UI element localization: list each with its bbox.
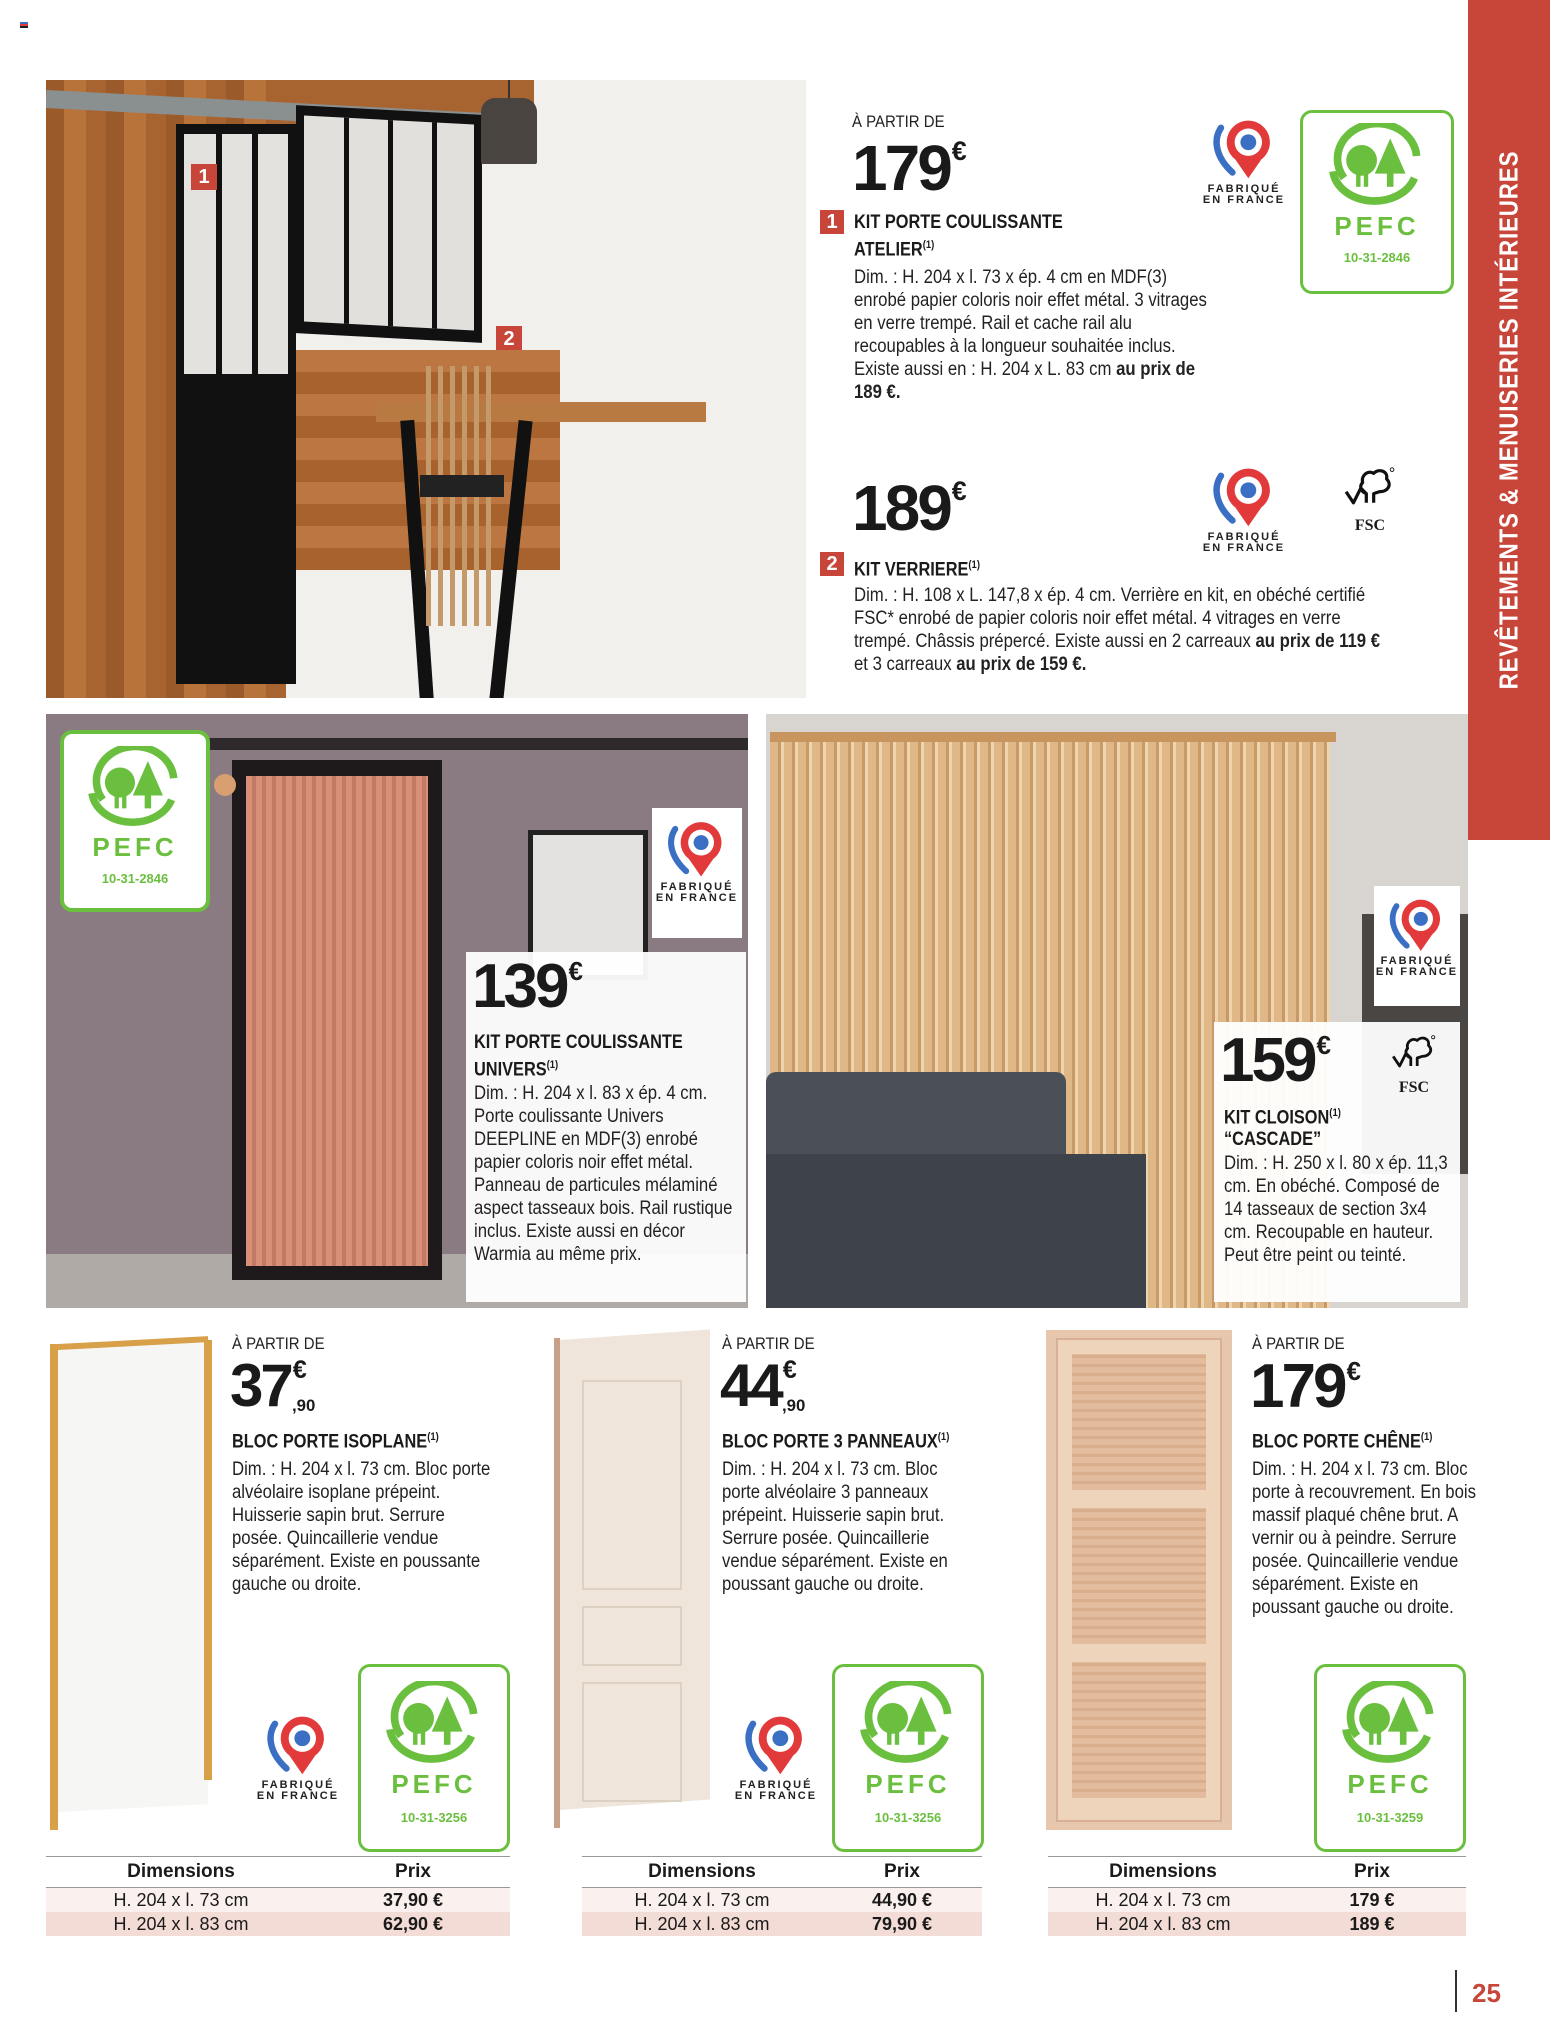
pefc-logo: PEFC 10-31-2846 — [60, 730, 210, 912]
table-row: H. 204 x l. 83 cm 79,90 € — [582, 1912, 982, 1936]
desc-isoplane: Dim. : H. 204 x l. 73 cm. Bloc porte alvéolaire isoplane prépeint. Huisserie sapin brut. Serrure posée. Quincaillerie vendue séparément. Existe en poussante gauche ou droite. — [232, 1459, 491, 1595]
table-row: H. 204 x l. 83 cm 62,90 € — [46, 1912, 510, 1936]
pefc-trees-icon — [853, 1681, 963, 1769]
hero-photo — [46, 80, 806, 698]
barn-rail — [176, 738, 748, 750]
slat-partition-top — [770, 732, 1336, 742]
price-3-panneaux: 44€ ,90 — [720, 1352, 806, 1419]
fabrique-en-france-logo: FABRIQUÉ EN FRANCE — [1196, 460, 1292, 554]
pefc-logo: PEFC 10-31-2846 — [1300, 110, 1454, 294]
title-univers: KIT PORTE COULISSANTE UNIVERS$^{(1)}$ — [474, 1032, 683, 1081]
table-header: Dimensions Prix — [46, 1856, 510, 1888]
price-cascade: 159€ — [1220, 1026, 1331, 1095]
france-pin-icon — [740, 1708, 812, 1780]
france-pin-icon — [262, 1708, 334, 1780]
table-header: Dimensions Prix — [582, 1856, 982, 1888]
floor-lamp — [214, 774, 236, 796]
fabrique-en-france-logo: FABRIQUÉ EN FRANCE — [652, 808, 742, 938]
pefc-trees-icon — [379, 1681, 489, 1769]
title-atelier: KIT PORTE COULISSANTE ATELIER$^{(1)}$ — [854, 212, 1063, 261]
pendant-lamp-shade — [481, 98, 537, 164]
price-isoplane: 37€ ,90 — [230, 1352, 316, 1419]
door-image-chene — [1046, 1330, 1232, 1830]
price-verriere: 189€ — [852, 472, 967, 544]
price-univers: 139€ — [472, 952, 583, 1021]
title-3-panneaux: BLOC PORTE 3 PANNEAUX$^{(1)}$ — [722, 1431, 950, 1453]
table-row: H. 204 x l. 73 cm 37,90 € — [46, 1888, 510, 1912]
price-table-isoplane — [46, 1856, 510, 1936]
hero-badge-2: 2 — [496, 326, 522, 352]
title-isoplane: BLOC PORTE ISOPLANE$^{(1)}$ — [232, 1431, 439, 1453]
hero-badge-1: 1 — [191, 164, 217, 190]
desc-3-panneaux: Dim. : H. 204 x l. 73 cm. Bloc porte alvéolaire 3 panneaux prépeint. Huisserie sapin brut. Serrure posée. Quincaillerie vendue séparément. Existe en poussant gauche ou droite. — [722, 1459, 948, 1595]
price-atelier: 179€ — [852, 132, 967, 204]
pefc-logo: PEFC 10-31-3256 — [832, 1664, 984, 1852]
table-row: H. 204 x l. 73 cm 44,90 € — [582, 1888, 982, 1912]
desc-verriere: Dim. : H. 108 x L. 147,8 x ép. 4 cm. Verrière en kit, en obéché certifié FSC* enrobé de papier coloris noir effet métal. 4 vitrages en verre trempé. Châssis prépercé. Existe aussi en 2 carreaux au prix de 119 € et 3 carreaux au prix de 159 €. — [854, 585, 1381, 675]
from-label: À PARTIR DE — [852, 112, 945, 131]
title-cascade: KIT CLOISON$^{(1)}$ “CASCADE” — [1224, 1107, 1341, 1151]
from-label: À PARTIR DE — [1252, 1334, 1345, 1353]
desc-cascade: Dim. : H. 250 x l. 80 x ép. 11,3 cm. En obéché. Composé de 14 tasseaux de section 3x4 cm. Recoupable en hauteur. Peut être peint ou teinté. — [1224, 1153, 1448, 1266]
section-tab — [1468, 0, 1550, 840]
product-badge-2: 2 — [820, 552, 844, 576]
table-header: Dimensions Prix — [1048, 1856, 1466, 1888]
pefc-trees-icon — [1322, 123, 1432, 211]
pefc-trees-icon — [81, 746, 189, 832]
desc-atelier: Dim. : H. 204 x l. 73 x ép. 4 cm en MDF(3) enrobé papier coloris noir effet métal. 3 vitrages en verre trempé. Rail et cache rail alu recoupables à la longueur souhaitée inclus. Existe aussi en : H. 204 x L. 83 cm au prix de 189 €. — [854, 267, 1207, 403]
sliding-door-atelier — [176, 124, 296, 684]
france-pin-icon — [1208, 112, 1280, 184]
france-pin-icon — [1385, 892, 1449, 956]
title-chene: BLOC PORTE CHÊNE$^{(1)}$ — [1252, 1431, 1433, 1453]
sofa-seat — [766, 1154, 1146, 1308]
desc-univers: Dim. : H. 204 x l. 83 x ép. 4 cm. Porte coulissante Univers DEEPLINE en MDF(3) enrobé papier coloris noir effet métal. Panneau de particules mélaminé aspect tasseaux bois. Rail rustique inclus. Existe aussi en décor Warmia au même prix. — [474, 1083, 733, 1265]
title-verriere: KIT VERRIERE$^{(1)}$ — [854, 559, 980, 581]
france-pin-icon — [1208, 460, 1280, 532]
product-badge-1: 1 — [820, 210, 844, 234]
pefc-logo: PEFC 10-31-3256 — [358, 1664, 510, 1852]
desc-chene: Dim. : H. 204 x l. 73 cm. Bloc porte à recouvrement. En bois massif plaqué chêne brut. A vernir ou à peindre. Serrure posée. Quincaillerie vendue séparément. Existe en poussant gauche ou droite. — [1252, 1459, 1476, 1618]
from-label: À PARTIR DE — [722, 1334, 815, 1353]
page-number: 25 — [1472, 1978, 1501, 2008]
chair-seat — [420, 475, 504, 497]
page-number-divider — [1455, 1970, 1457, 2012]
price-chene: 179€ — [1250, 1352, 1361, 1421]
pefc-logo: PEFC 10-31-3259 — [1314, 1664, 1466, 1852]
france-pin-icon — [663, 814, 731, 882]
fsc-logo: FSC — [1384, 1034, 1444, 1097]
door-image-isoplane — [46, 1334, 216, 1834]
from-label: À PARTIR DE — [232, 1334, 325, 1353]
fabrique-en-france-logo: FABRIQUÉ EN FRANCE — [728, 1708, 824, 1802]
door-image-3-panneaux — [554, 1330, 714, 1830]
pefc-trees-icon — [1335, 1681, 1445, 1769]
verriere-window — [296, 105, 482, 343]
price-table-3-panneaux — [582, 1856, 982, 1936]
fabrique-en-france-logo: FABRIQUÉ EN FRANCE — [1374, 886, 1460, 1006]
section-tab-label: REVÊTEMENTS & MENUISERIES INTÉRIEURES — [1493, 150, 1524, 690]
fabrique-en-france-logo: FABRIQUÉ EN FRANCE — [250, 1708, 346, 1802]
fabrique-en-france-logo: FABRIQUÉ EN FRANCE — [1196, 112, 1292, 206]
fsc-tree-icon — [1389, 1034, 1439, 1074]
print-mark — [20, 22, 28, 28]
fsc-logo: FSC — [1340, 466, 1400, 535]
price-table-chene — [1048, 1856, 1466, 1936]
table-row: H. 204 x l. 73 cm 179 € — [1048, 1888, 1466, 1912]
table-row: H. 204 x l. 83 cm 189 € — [1048, 1912, 1466, 1936]
sliding-door-univers — [232, 760, 442, 1280]
fsc-tree-icon — [1342, 466, 1398, 512]
